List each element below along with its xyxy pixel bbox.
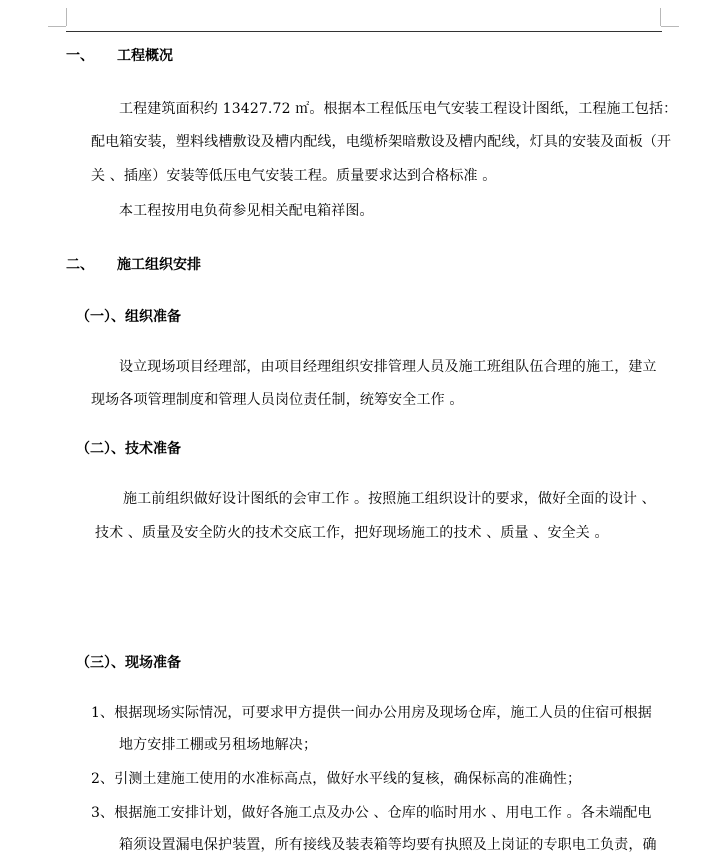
- list-item: 1、根据现场实际情况，可要求甲方提供一间办公用房及现场仓库，施工人员的住宿可根据: [91, 705, 652, 721]
- crop-mark-top-right: [661, 26, 679, 27]
- paragraph-line: 设立现场项目经理部，由项目经理组织安排管理人员及施工班组队伍合理的施工，建立: [119, 359, 657, 375]
- subsection-heading: （一）、组织准备: [76, 309, 181, 325]
- list-item-continuation: 箱须设置漏电保护装置，所有接线及装表箱等均要有执照及上岗证的专职电工负责，确: [119, 837, 657, 853]
- section-title: 工程概况: [117, 48, 173, 64]
- crop-mark-top-left: [66, 8, 67, 26]
- paragraph-line: 现场各项管理制度和管理人员岗位责任制，统筹安全工作 。: [91, 392, 464, 408]
- section-title: 施工组织安排: [117, 257, 201, 273]
- paragraph-line: 本工程按用电负荷参见相关配电箱祥图。: [119, 203, 374, 219]
- section-number: 一、: [66, 48, 94, 64]
- header-rule: [66, 31, 662, 32]
- paragraph-line: 配电箱安装，塑料线槽敷设及槽内配线，电缆桥架暗敷设及槽内配线，灯具的安装及面板（开: [91, 134, 672, 150]
- paragraph-line: 施工前组织做好设计图纸的会审工作 。按照施工组织设计的要求，做好全面的设计 、: [123, 491, 656, 507]
- subsection-heading: （三）、现场准备: [76, 655, 181, 671]
- paragraph-line: 关 、插座）安装等低压电气安装工程。质量要求达到合格标准 。: [91, 168, 497, 184]
- list-item-continuation: 地方安排工棚或另租场地解决；: [119, 737, 318, 753]
- crop-mark-top-right: [660, 8, 661, 26]
- paragraph-line: 工程建筑面积约 13427.72 ㎡。根据本工程低压电气安装工程设计图纸，工程施工包括：: [119, 101, 678, 117]
- subsection-heading: （二）、技术准备: [76, 441, 181, 457]
- list-item: 3、根据施工安排计划，做好各施工点及办公 、仓库的临时用水 、用电工作 。各未端配电: [91, 805, 652, 821]
- paragraph-line: 技术 、质量及安全防火的技术交底工作，把好现场施工的技术 、质量 、安全关 。: [95, 525, 609, 541]
- list-item: 2、引测土建施工使用的水准标高点，做好水平线的复核，确保标高的准确性；: [91, 771, 582, 787]
- section-heading-1: [66, 45, 173, 65]
- section-number: 二、: [66, 257, 94, 273]
- crop-mark-top-left: [48, 26, 66, 27]
- section-heading-2: [66, 254, 201, 274]
